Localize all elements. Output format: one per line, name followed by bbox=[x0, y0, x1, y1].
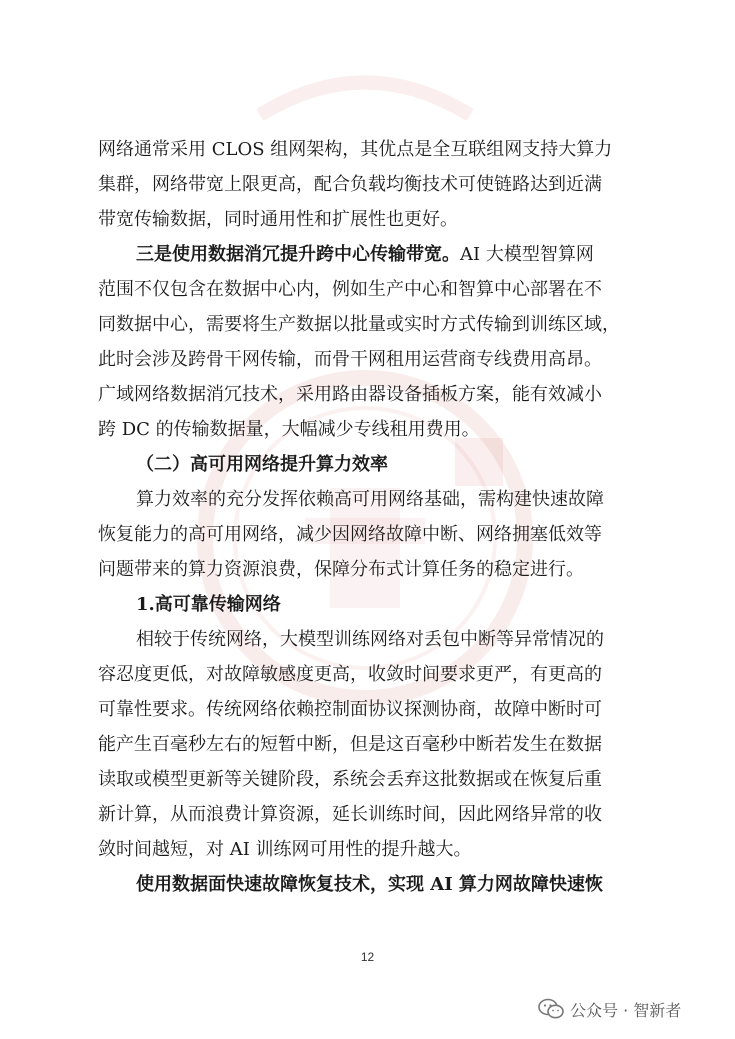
text-line: 算力效率的充分发挥依赖高可用网络基础，需构建快速故障 bbox=[136, 489, 604, 510]
text-line: 跨 DC 的传输数据量，大幅减少专线租用费用。 bbox=[98, 419, 480, 440]
text-line: 同数据中心，需要将生产数据以批量或实时方式传输到训练区域， bbox=[98, 314, 620, 335]
paragraph-clos bbox=[98, 132, 646, 237]
text-line: 恢复能力的高可用网络，减少因网络故障中断、网络拥塞低效等 bbox=[98, 524, 602, 545]
paragraph-fast-recovery bbox=[98, 867, 646, 902]
text-line: 集群，网络带宽上限更高，配合负载均衡技术可使链路达到近满 bbox=[98, 174, 602, 195]
watermark-top-fragment bbox=[250, 60, 480, 120]
text-run: AI 大模型智算网 bbox=[460, 244, 594, 265]
bold-lead: 三是使用数据消冗提升跨中心传输带宽。 bbox=[136, 244, 460, 265]
section-heading: （二）高可用网络提升算力效率 bbox=[136, 454, 388, 475]
text-line: 问题带来的算力资源浪费，保障分布式计算任务的稳定进行。 bbox=[98, 559, 584, 580]
paragraph-efficiency bbox=[98, 482, 646, 587]
text-line: 使用数据面快速故障恢复技术，实现 AI 算力网故障快速恢 bbox=[136, 874, 603, 895]
text-line: 新计算，从而浪费计算资源，延长训练时间，因此网络异常的收 bbox=[98, 804, 602, 825]
text-line: 敛时间越短，对 AI 训练网可用性的提升越大。 bbox=[98, 839, 472, 860]
text-line: 广域网络数据消冗技术，采用路由器设备插板方案，能有效减小 bbox=[98, 384, 602, 405]
document-body bbox=[98, 132, 646, 902]
text-line: 相较于传统网络，大模型训练网络对丢包中断等异常情况的 bbox=[136, 629, 604, 650]
text-line: 能产生百毫秒左右的短暂中断，但是这百毫秒中断若发生在数据 bbox=[98, 734, 602, 755]
text-line: 带宽传输数据，同时通用性和扩展性也更好。 bbox=[98, 209, 458, 230]
text-line: 可靠性要求。传统网络依赖控制面协议探测协商，故障中断时可 bbox=[98, 699, 602, 720]
account-name: 公众号 · 智新者 bbox=[570, 1000, 682, 1020]
wechat-footer bbox=[538, 996, 681, 1022]
text-line: 容忍度更低，对故障敏感度更高，收敛时间要求更严，有更高的 bbox=[98, 664, 602, 685]
text-line: 范围不仅包含在数据中心内，例如生产中心和智算中心部署在不 bbox=[98, 279, 602, 300]
text-line: 读取或模型更新等关键阶段，系统会丢弃这批数据或在恢复后重 bbox=[98, 769, 602, 790]
text-line: 此时会涉及跨骨干网传输，而骨干网租用运营商专线费用高昂。 bbox=[98, 349, 602, 370]
wechat-icon bbox=[538, 998, 564, 1020]
paragraph-dedup bbox=[98, 237, 646, 447]
text-line bbox=[98, 237, 646, 272]
page-number: 12 bbox=[360, 950, 375, 964]
paragraph-reliability bbox=[98, 622, 646, 867]
subsection-heading: 1.高可靠传输网络 bbox=[136, 594, 281, 615]
text-line: 网络通常采用 CLOS 组网架构，其优点是全互联组网支持大算力 bbox=[98, 139, 613, 160]
